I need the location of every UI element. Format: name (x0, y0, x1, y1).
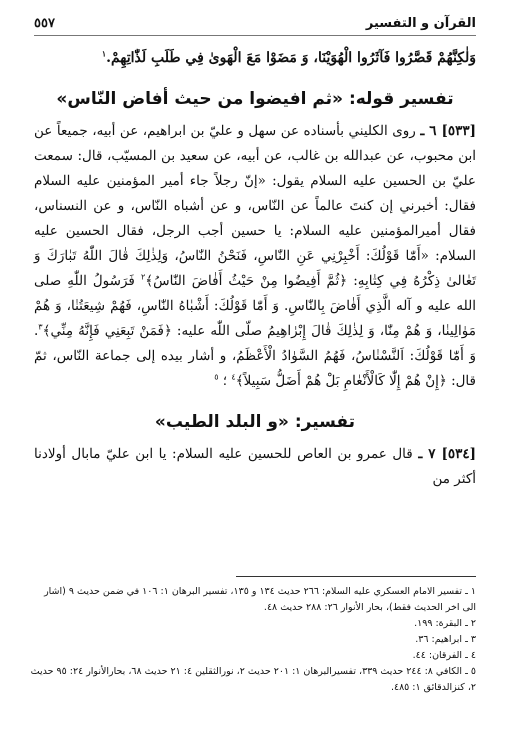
footnote-ref-4: ٤ (231, 372, 236, 382)
carry-over-verse (34, 46, 476, 71)
running-head (34, 14, 476, 36)
section-heading-1: تفسير قوله: «ثم افيضوا من حيث أفاض النّاس» (56, 89, 454, 109)
running-title: القرآن و التفسير (365, 15, 476, 31)
footnote-ref-2: ٢ (140, 272, 146, 282)
footnote-5: ٥ ـ الكافي ٨: ٢٤٤ حديث ٣٣٩، تفسيرالبرهان ١: ٢٠١ حديث ٢، نورالثقلين ٤: ٢١ حديث ٦٨، بحارالأنوار ٢٤: ٩٥ حديث ٢، كنزالدقائق ١: ٤٨٥. (30, 666, 476, 693)
hadith-number-534: [٥٣٤] ٧ ـ (418, 446, 476, 462)
footnotes (30, 584, 476, 696)
hadith-number-533: [٥٣٣] ٦ ـ (420, 123, 477, 139)
hadith-533: [٥٣٣] ٦ ـ روى الكليني بأسناده عن سهل و عليّ بن ابراهيم، عن أبيه، جميعاً عن ابن محبوب، عن عبدالله بن غالب، عن أبيه، عن سعيد بن المسيّب، قال: سمعت عليّ بن الحسين عليه السلام يقول: «إنّ رجلاً جاء أمير المؤمنين عليه السلام فقال: أخبرني إن كنتَ عالماً عن النّاس، و عن أشباه النّاس، و عن النسناس، فقال أميرالمؤمنين عليه السلام: يا حسين أجب الرجل، فقال الحسين عليه السلام: «أَمّٰا قَوْلُكَ: أَخْبِرْنِي عَنِ النّٰاسِ، فَنَحْنُ النّٰاسُ، وَلِذٰلِكَ قٰالَ اللّٰهُ تَبٰارَكَ وَ تَعٰالىٰ ذِكْرُهُ فِي كِتٰابِهِ: ﴿ثُمَّ أَفِيضُوا مِنْ حَيْثُ أَفٰاضَ النّٰاسُ﴾$^٢$ فَرَسُولُ اللّٰهِ صلى الله عليه و آله الَّذِي أَفٰاضَ بِالنّٰاسِ. وَ أَمّٰا قَوْلُكَ: أَشْبٰاهُ النّٰاسِ، فَهُمْ شِيعَتُنٰا، وَ هُمْ مَوٰالِينٰا، وَ هُمْ مِنّٰا، وَ لِذٰلِكَ قٰالَ إِبْرٰاهِيمُ صلّى اللّٰه عليه: ﴿فَمَنْ تَبِعَنِي فَإِنَّهُ مِنِّي﴾$^٣$. وَ أَمّٰا قَوْلُكَ: اَلنَّسْنٰاسُ، فَهُمُ السَّوٰادُ الْأَعْظَمُ، و أشار بيده إلى جماعة النّاس، ثمّ قال: ﴿إِنْ هُمْ إِلّٰا كَالْأَنْعٰامِ بَلْ هُمْ أَضَلُّ سَبِيلاً﴾$^٤$ ؛ $^٥$ (34, 123, 477, 389)
hadith-533-text-a: روى الكليني بأسناده عن سهل و عليّ بن ابراهيم، عن أبيه، جميعاً عن ابن محبوب، عن عبدالله بن غالب، عن أبيه، عن سعيد بن المسيّب، قال: سمعت عليّ بن الحسين عليه السلام يقول: «إنّ رجلاً جاء أمير المؤمنين عليه السلام فقال: أخبرني إن كنتَ عالماً عن النّاس، و عن أشباه النّاس، و عن النسناس، فقال أميرالمؤمنين عليه السلام: يا حسين أجب الرجل، فقال الحسين عليه السلام: «أَمّٰا قَوْلُكَ: أَخْبِرْنِي عَنِ النّٰاسِ، فَنَحْنُ النّٰاسُ، وَلِذٰلِكَ قٰالَ اللّٰهُ تَبٰارَكَ وَ تَعٰالىٰ ذِكْرُهُ فِي كِتٰابِهِ: ﴿ثُمَّ أَفِيضُوا مِنْ حَيْثُ أَفٰاضَ النّٰاسُ﴾ (34, 123, 476, 289)
footnote-ref-1: ١ (101, 48, 107, 59)
hadith-534 (34, 442, 476, 492)
footnote-divider (236, 576, 476, 577)
page-number: ٥٥٧ (34, 15, 55, 31)
hadith-533-text-c: . وَ أَمّٰا قَوْلُكَ: اَلنَّسْنٰاسُ، فَهُمُ السَّوٰادُ الْأَعْظَمُ، و أشار بيده إلى جماعة النّاس، ثمّ قال: ﴿إِنْ هُمْ إِلّٰا كَالْأَنْعٰامِ بَلْ هُمْ أَضَلُّ سَبِيلاً﴾ (34, 323, 476, 389)
section-heading-2: تفسير: «و البلد الطيب» (154, 412, 356, 432)
footnote-ref-5: ٥ (214, 372, 219, 382)
footnote-ref-3: ٣ (38, 322, 43, 332)
footnote-1: ١ ـ تفسير الامام العسكري عليه السلام: ٢٦٦ حديث ١٣٤ و ١٣٥، تفسير البرهان ١: ١٠٦ في ضمن حديث ٩ (اشار الى اخر الحديث فقط)، بحار الأنوار ٢٦: ٢٨٨ حديث ٤٨. (44, 586, 476, 613)
hadith-534-text: قال عمرو بن العاص للحسين عليه السلام: يا ابن عليّ مابال أولادنا أكثر من (34, 446, 476, 487)
carry-over-verse-text: وَلٰكِنَّهُمْ قَصَّرُوا فَآثَرُوا الْهُوَيْنَا، وَ مَضَوْا مَعَ الْهَوىٰ فِي طَلَبِ لَذّٰاتِهِمْ. (106, 50, 476, 66)
footnote-2: ٢ ـ البقرة: ١٩٩. (414, 618, 476, 629)
footnote-3: ٣ ـ ابراهيم: ٣٦. (415, 634, 476, 645)
hadith-533-text-b: فَرَسُولُ اللّٰهِ صلى الله عليه و آله الَّذِي أَفٰاضَ بِالنّٰاسِ. وَ أَمّٰا قَوْلُكَ: أَشْبٰاهُ النّٰاسِ، فَهُمْ شِيعَتُنٰا، وَ هُمْ مَوٰالِينٰا، وَ هُمْ مِنّٰا، وَ لِذٰلِكَ قٰالَ إِبْرٰاهِيمُ صلّى اللّٰه عليه: ﴿فَمَنْ تَبِعَنِي فَإِنَّهُ مِنِّي﴾ (34, 273, 476, 339)
footnote-4: ٤ ـ الفرقان: ٤٤. (412, 650, 476, 661)
